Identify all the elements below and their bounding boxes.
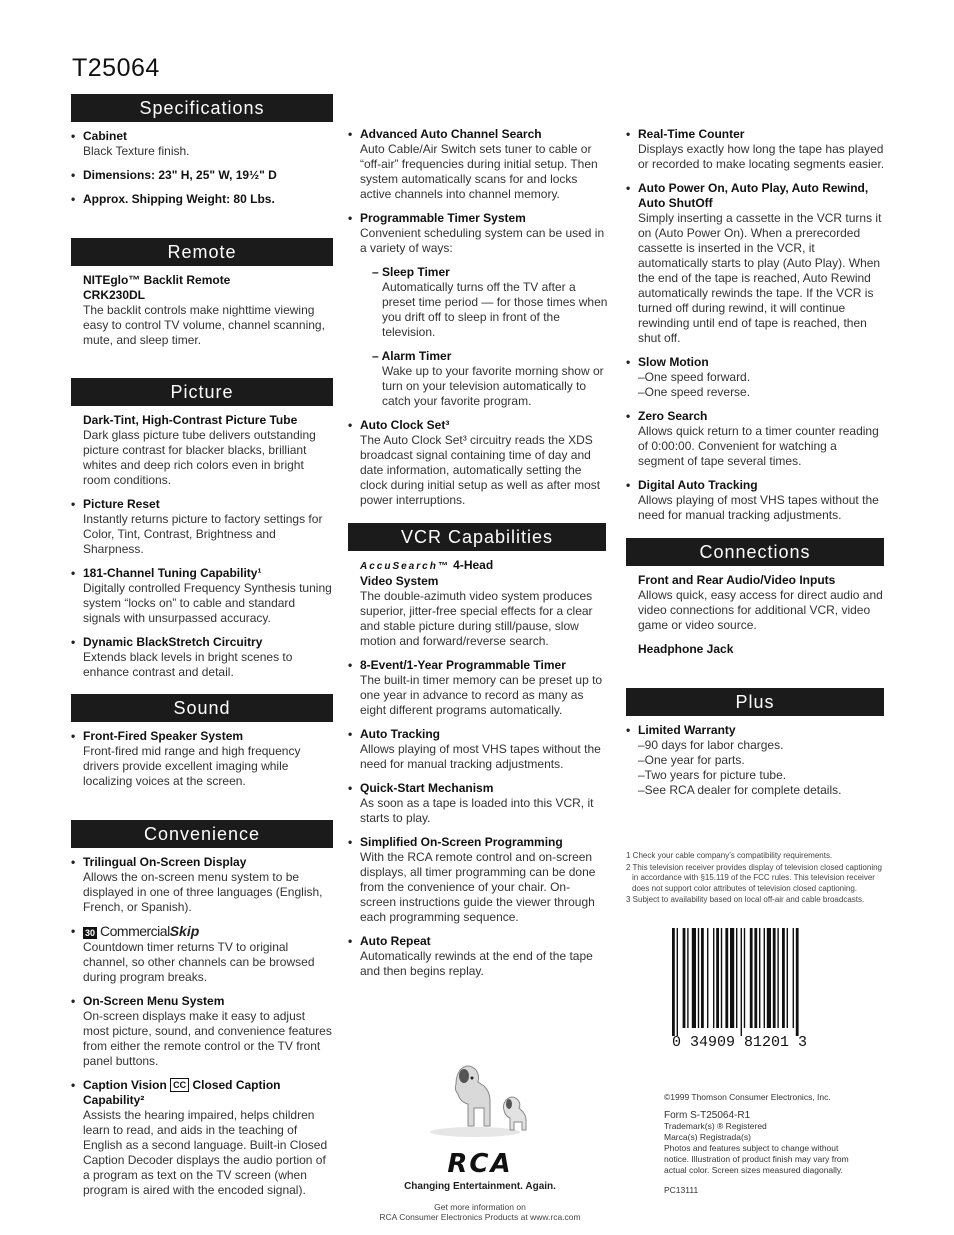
rca-info: Get more information on RCA Consumer Electronics Products at www.rca.com bbox=[379, 1202, 581, 1222]
barcode-bar bbox=[764, 928, 765, 1028]
picture-item: • 181-Channel Tuning Capability¹ Digitally controlled Frequency Synthesis tuning system “locks on” to cable and standard signals with unsurpassed accuracy. bbox=[71, 566, 333, 626]
alarm-timer-item: – Alarm Timer Wake up to your favorite morning show or turn on your television automatically to catch your favorite program. bbox=[372, 349, 604, 408]
rca-logo: RCA bbox=[447, 1149, 513, 1179]
copyright: ©1999 Thomson Consumer Electronics, Inc. bbox=[664, 1092, 831, 1102]
barcode-bar bbox=[683, 928, 686, 1028]
remote-section bbox=[71, 238, 333, 357]
footnote: 2 This television receiver provides display of television closed captioning in accordance with §15.119 of the FCC rules. This television receiver does not support color attributes of television closed captioning. bbox=[626, 862, 882, 893]
barcode-bar bbox=[713, 928, 714, 1028]
rca-tagline: Changing Entertainment. Again. bbox=[404, 1181, 556, 1192]
barcode-bar bbox=[730, 928, 734, 1028]
commercial-skip-logo: 30 CommercialSkip bbox=[85, 923, 200, 939]
picture-header: Picture bbox=[71, 378, 333, 406]
column-3-features bbox=[626, 127, 886, 532]
notice: Photos and features subject to change without notice. Illustration of product finish may vary from actual color. Screen sizes measured diagonally. bbox=[664, 1143, 849, 1175]
convenience-item: • On-Screen Menu System On-screen displays make it easy to adjust most picture, sound, and convenience features from either the remote control or the TV front panel buttons. bbox=[71, 994, 333, 1069]
barcode-bar bbox=[687, 928, 688, 1028]
barcode-bar bbox=[741, 928, 742, 1036]
commercial-skip-item: • 30 CommercialSkip Countdown timer returns TV to original channel, so other channels can be browsed during program breaks. bbox=[71, 924, 333, 985]
picture-item: • Dynamic BlackStretch Circuitry Extends black levels in bright scenes to enhance contrast and detail. bbox=[71, 635, 333, 680]
barcode-bar bbox=[698, 928, 699, 1028]
accusearch-logo: AccuSearch™ bbox=[360, 561, 450, 572]
sleep-timer-item: – Sleep Timer Automatically turns off the TV after a preset time period — for those times when you drift off to sleep in front of the television. bbox=[372, 265, 608, 339]
barcode-bar bbox=[782, 928, 785, 1028]
form-number: Form S-T25064-R1 bbox=[664, 1110, 751, 1121]
barcode-bar bbox=[725, 928, 728, 1028]
barcode-bar bbox=[701, 928, 704, 1028]
sound-item: • Front-Fired Speaker System Front-fired mid range and high frequency drivers provide excellent imaging while localizing voices at the screen. bbox=[71, 729, 333, 789]
barcode-bar bbox=[672, 928, 675, 1036]
barcode-bar bbox=[707, 928, 708, 1028]
barcode-bar bbox=[787, 928, 788, 1028]
commercial-skip-badge: 30 bbox=[85, 928, 96, 938]
barcode-bar bbox=[796, 928, 799, 1036]
spec-item: • Cabinet Black Texture finish. bbox=[71, 129, 333, 159]
plus-section bbox=[626, 688, 884, 807]
trademark-line: Trademark(s) ® Registered bbox=[664, 1121, 767, 1131]
barcode-bar bbox=[754, 928, 757, 1028]
warranty-item: • Limited Warranty –90 days for labor charges. –One year for parts. –Two years for picture tube. –See RCA dealer for complete details. bbox=[626, 723, 884, 798]
convenience-header: Convenience bbox=[71, 820, 333, 848]
barcode-bar bbox=[677, 928, 678, 1036]
remote-header: Remote bbox=[71, 238, 333, 266]
connections-section bbox=[626, 538, 884, 666]
marca-line: Marca(s) Registrada(s) bbox=[664, 1132, 751, 1142]
feature-item: • Advanced Auto Channel Search Auto Cable/Air Switch sets tuner to cable or “off-air” frequencies during initial setup. Then system automatically scans for and locks active channels into channel memory. bbox=[348, 127, 608, 202]
barcode-bar bbox=[692, 928, 696, 1028]
specifications-header: Specifications bbox=[71, 94, 333, 122]
feature-item: • Slow Motion –One speed forward. –One speed reverse. bbox=[626, 355, 886, 400]
pc-code: PC13111 bbox=[664, 1185, 699, 1195]
vcr-section bbox=[348, 523, 606, 988]
connections-header: Connections bbox=[626, 538, 884, 566]
legal-block bbox=[664, 1092, 864, 1196]
barcode-bar bbox=[716, 928, 719, 1028]
headphone-item: Headphone Jack bbox=[638, 642, 734, 656]
vcr-item: • Simplified On-Screen Programming With the RCA remote control and on-screen displays, all timer programming can be done from the convenience of your chair. On-screen instructions guide the viewer through each programming sequence. bbox=[348, 835, 606, 925]
nipper-chipper-dogs-image bbox=[420, 1060, 540, 1140]
barcode-bar bbox=[744, 928, 745, 1028]
footnote: 3 Subject to availability based on local off-air and cable broadcasts. bbox=[626, 895, 865, 904]
feature-item: • Auto Clock Set³ The Auto Clock Set³ circuitry reads the XDS broadcast signal containing time of day and date information, automatically setting the clock during initial setup as well as after most power interruptions. bbox=[348, 418, 608, 508]
vcr-item: • 8-Event/1-Year Programmable Timer The built-in timer memory can be preset up to one year in advance to record as many as eight different programs automatically. bbox=[348, 658, 606, 718]
barcode-bar bbox=[750, 928, 753, 1028]
spec-item: • Dimensions: 23" H, 25" W, 19½" D bbox=[71, 168, 333, 183]
footnote: 1 Check your cable company’s compatibility requirements. bbox=[626, 851, 833, 860]
barcode-bar bbox=[759, 928, 760, 1028]
sound-section bbox=[71, 694, 333, 798]
picture-item: • Picture Reset Instantly returns picture to factory settings for Color, Tint, Contrast, Brightness and Sharpness. bbox=[71, 497, 333, 557]
barcode-bars bbox=[672, 928, 842, 1053]
vcr-header: VCR Capabilities bbox=[348, 523, 606, 551]
caption-item: • Caption Vision CC Closed Caption Capability² Assists the hearing impaired, helps children learn to read, and aids in the teaching of English as a second language. Built-in Closed Caption Decoder displays the audio portion of a program as text on the TV screen (when program is aired with the encoded signal). bbox=[71, 1078, 333, 1198]
sound-header: Sound bbox=[71, 694, 333, 722]
barcode-bar bbox=[736, 928, 737, 1028]
plus-header: Plus bbox=[626, 688, 884, 716]
rca-brand-block bbox=[370, 1060, 590, 1222]
barcode-bar bbox=[793, 928, 794, 1028]
feature-item: • Zero Search Allows quick return to a timer counter reading of 0:00:00. Convenient for watching a segment of tape several times. bbox=[626, 409, 886, 469]
remote-item: NITEglo™ Backlit Remote CRK230DL The backlit controls make nighttime viewing easy to control TV volume, channel scanning, mute, and sleep timer. bbox=[83, 273, 325, 347]
picture-tube-item: Dark-Tint, High-Contrast Picture Tube Dark glass picture tube delivers outstanding picture contrast for blacker blacks, brilliant whites and deep rich colors even in bright room conditions. bbox=[83, 413, 316, 487]
convenience-section bbox=[71, 820, 333, 1207]
barcode-bar bbox=[777, 928, 778, 1028]
closed-caption-icon: CC bbox=[170, 1078, 189, 1092]
column-2-features bbox=[348, 127, 608, 517]
picture-section bbox=[71, 378, 333, 689]
barcode-bar bbox=[721, 928, 722, 1028]
accusearch-item: AccuSearch™ 4-Head Video System The double-azimuth video system produces superior, jitter-free special effects for a clear and stable picture during still/pause, slow motion and forward/reverse search. bbox=[360, 558, 593, 648]
vcr-item: • Auto Repeat Automatically rewinds at the end of the tape and then begins replay. bbox=[348, 934, 606, 979]
feature-item: • Digital Auto Tracking Allows playing of most VHS tapes without the need for manual tracking adjustments. bbox=[626, 478, 886, 523]
barcode-bar bbox=[773, 928, 776, 1028]
av-inputs-item: Front and Rear Audio/Video Inputs Allows quick, easy access for direct audio and video connections for additional VCR, video game or video source. bbox=[638, 573, 883, 632]
specifications-section bbox=[71, 94, 333, 216]
barcode-digits: 0 34909 81201 3 bbox=[672, 1034, 808, 1051]
vcr-item: • Auto Tracking Allows playing of most VHS tapes without the need for manual tracking adjustments. bbox=[348, 727, 606, 772]
feature-item: • Programmable Timer System Convenient scheduling system can be used in a variety of ways: bbox=[348, 211, 608, 256]
upc-barcode bbox=[672, 928, 842, 1058]
barcode-bar bbox=[767, 928, 771, 1028]
vcr-item: • Quick-Start Mechanism As soon as a tape is loaded into this VCR, it starts to play. bbox=[348, 781, 606, 826]
footnotes bbox=[626, 851, 886, 907]
feature-item: • Auto Power On, Auto Play, Auto Rewind, Auto ShutOff Simply inserting a cassette in the VCR turns it on (Auto Power On). When a prerecorded cassette is inserted in the VCR, it automatically starts to play (Auto Play). When the end of the tape is reached, Auto Rewind automatically rewinds the tape. If the VCR is turned off during rewind, it will continue rewinding until end of tape is reached, then shut off. bbox=[626, 181, 886, 346]
feature-item: • Real-Time Counter Displays exactly how long the tape has played or recorded to make locating segments easier. bbox=[626, 127, 886, 172]
convenience-item: • Trilingual On-Screen Display Allows the on-screen menu system to be displayed in one of three languages (English, French, or Spanish). bbox=[71, 855, 333, 915]
spec-item: • Approx. Shipping Weight: 80 Lbs. bbox=[71, 192, 333, 207]
model-title: T25064 bbox=[72, 54, 160, 82]
